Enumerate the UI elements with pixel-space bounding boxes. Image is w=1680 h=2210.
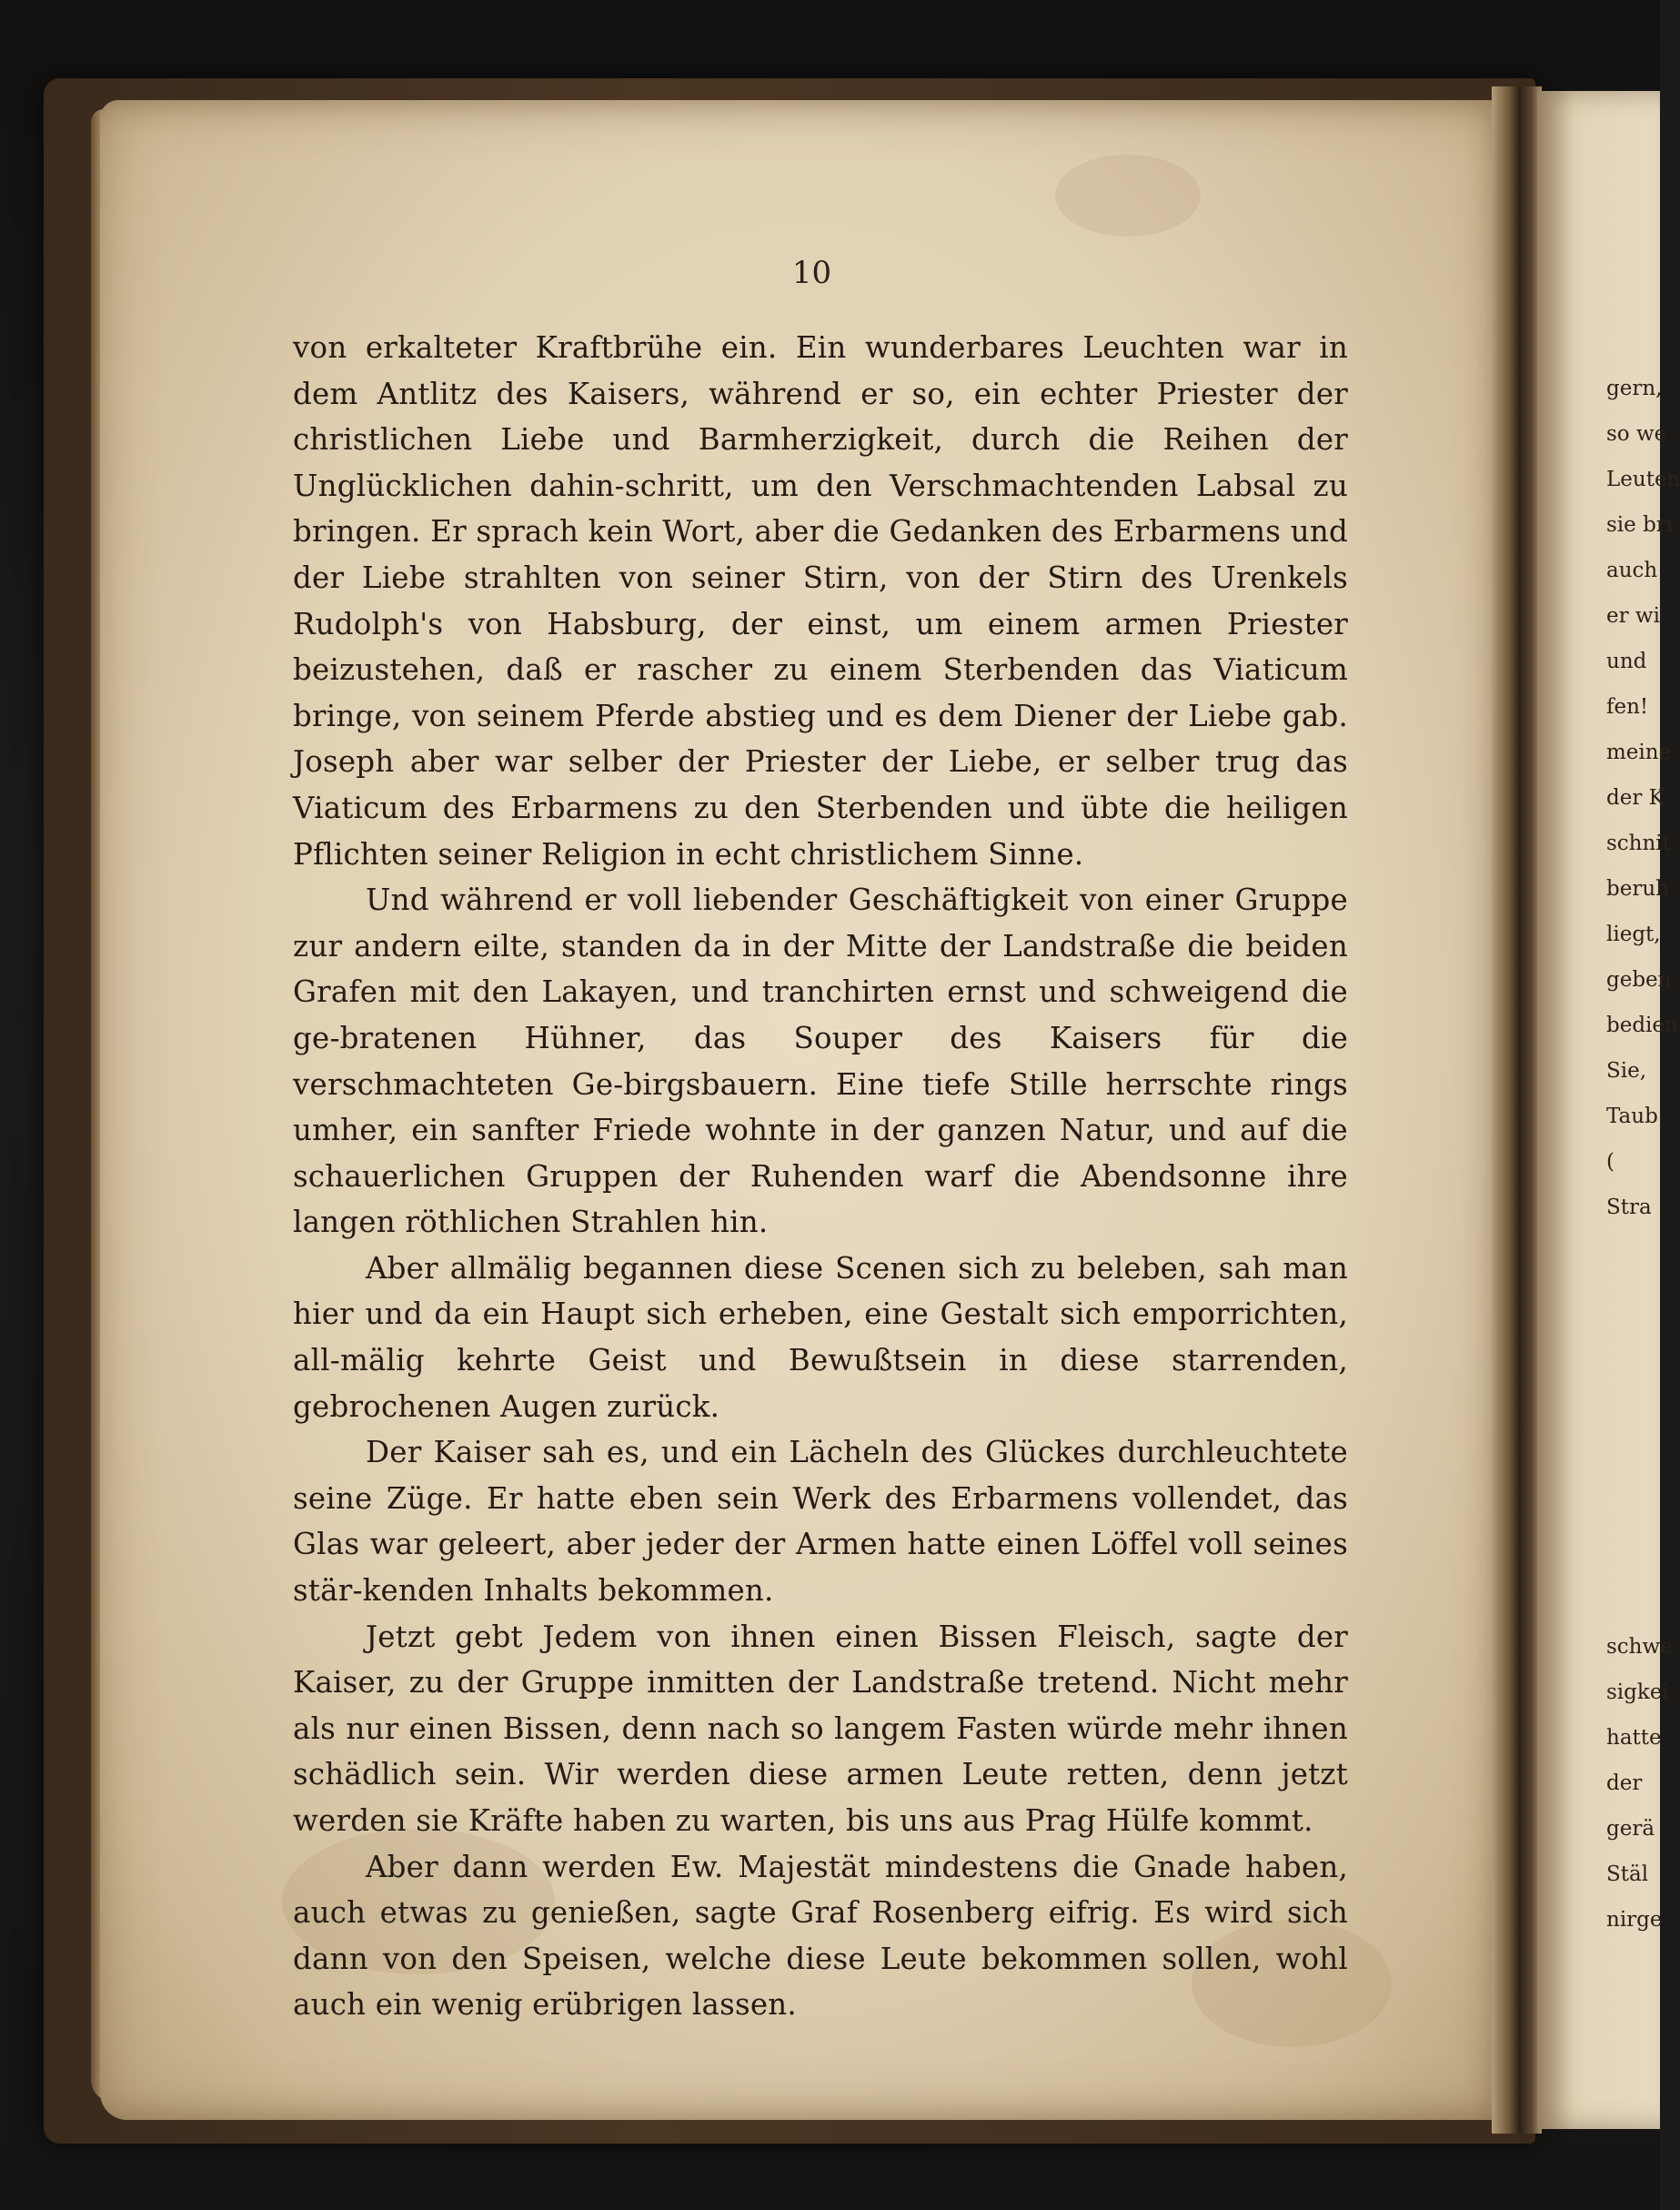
paragraph: Und während er voll liebender Geschäftigkeit von einer Gruppe zur andern eilte, standen da in der Mitte der Landstraße die beiden Grafen mit den Lakayen, und tranchirten ernst und schweigend die ge-bratenen Hühner, das Souper des Kaisers für die verschmachteten Ge-birgsbauern. Eine tiefe Stille herrschte rings umher, ein sanfter Friede wohnte in der ganzen Natur, und auf die schauerlichen Gruppen der Ruhenden warf die Abendsonne ihre langen röthlichen Strahlen hin.	[293, 883, 1348, 1240]
facing-fragment: sie bri	[1606, 513, 1674, 537]
facing-fragment: meine	[1606, 741, 1672, 764]
paragraph: Jetzt gebt Jedem von ihnen einen Bissen Fleisch, sagte der Kaiser, zu der Gruppe inmitten der Landstraße tretend. Nicht mehr als nur einen Bissen, denn nach so langem Fasten würde mehr ihnen schädlich sein. Wir werden diese armen Leute retten, denn jetzt werden sie Kräfte haben zu warten, bis uns aus Prag Hülfe kommt.	[293, 1619, 1348, 1838]
page-number: 10	[791, 255, 832, 291]
facing-fragment: schnit	[1606, 832, 1671, 855]
facing-fragment: (	[1606, 1150, 1615, 1174]
facing-fragment: so we	[1606, 422, 1667, 446]
facing-fragment: Stra	[1606, 1196, 1652, 1219]
facing-fragment: gerä	[1606, 1817, 1655, 1841]
facing-fragment: bedien	[1606, 1014, 1678, 1037]
facing-fragment: liegt,	[1606, 923, 1661, 946]
facing-fragment: Leuten	[1606, 468, 1680, 491]
facing-fragment: beruh	[1606, 877, 1669, 901]
facing-fragment: sigkei	[1606, 1680, 1669, 1704]
facing-fragment: der K	[1606, 786, 1665, 810]
facing-fragment: der	[1606, 1771, 1643, 1795]
facing-fragment: hatte	[1606, 1726, 1662, 1750]
facing-fragment: auch	[1606, 559, 1658, 582]
facing-fragment: und	[1606, 650, 1647, 673]
facing-fragment: nirge	[1606, 1908, 1663, 1932]
facing-page-fragments-top	[1606, 366, 1680, 1230]
paragraph: Aber dann werden Ew. Majestät mindestens die Gnade haben, auch etwas zu genießen, sagte Graf Rosenberg eifrig. Es wird sich dann von den Speisen, welche diese Leute bekommen sollen, wohl auch ein wenig erübrigen lassen.	[293, 1849, 1348, 2023]
facing-fragment: fen!	[1606, 695, 1649, 719]
paragraph: Aber allmälig begannen diese Scenen sich zu beleben, sah man hier und da ein Haupt sich erheben, eine Gestalt sich emporrichten, all-mälig kehrte Geist und Bewußtsein in diese starrenden, gebrochenen Augen zurück.	[293, 1250, 1348, 1424]
book-gutter	[1492, 86, 1542, 2134]
paragraph: von erkalteter Kraftbrühe ein. Ein wunderbares Leuchten war in dem Antlitz des Kaisers, während er so, ein echter Priester der christlichen Liebe und Barmherzigkeit, durch die Reihen der Unglücklichen dahin-schritt, um den Verschmachtenden Labsal zu bringen. Er sprach kein Wort, aber die Gedanken des Erbarmens und der Liebe strahlten von seiner Stirn, von der Stirn des Urenkels Rudolph's von Habsburg, der einst, um einem armen Priester beizustehen, daß er rascher zu einem Sterbenden das Viaticum bringe, von seinem Pferde abstieg und es dem Diener der Liebe gab. Joseph aber war selber der Priester der Liebe, er selber trug das Viaticum des Erbarmens zu den Sterbenden und übte die heiligen Pflichten seiner Religion in echt christlichem Sinne.	[293, 330, 1348, 872]
paper-stain	[1055, 155, 1201, 237]
facing-page-fragments-bottom	[1606, 1624, 1673, 1943]
facing-fragment: schwe	[1606, 1635, 1673, 1659]
facing-fragment: Sie,	[1606, 1059, 1647, 1083]
paragraph: Der Kaiser sah es, und ein Lächeln des Glückes durchleuchtete seine Züge. Er hatte eben sein Werk des Erbarmens vollendet, das Glas war geleert, aber jeder der Armen hatte einen Löffel voll seines stär-kenden Inhalts bekommen.	[293, 1435, 1348, 1609]
facing-fragment: gern,	[1606, 377, 1663, 400]
facing-fragment: geben	[1606, 968, 1672, 992]
facing-fragment: Stäl	[1606, 1862, 1649, 1886]
facing-fragment: Taub	[1606, 1105, 1658, 1128]
page-body	[293, 325, 1348, 2028]
facing-fragment: er wi	[1606, 604, 1660, 628]
